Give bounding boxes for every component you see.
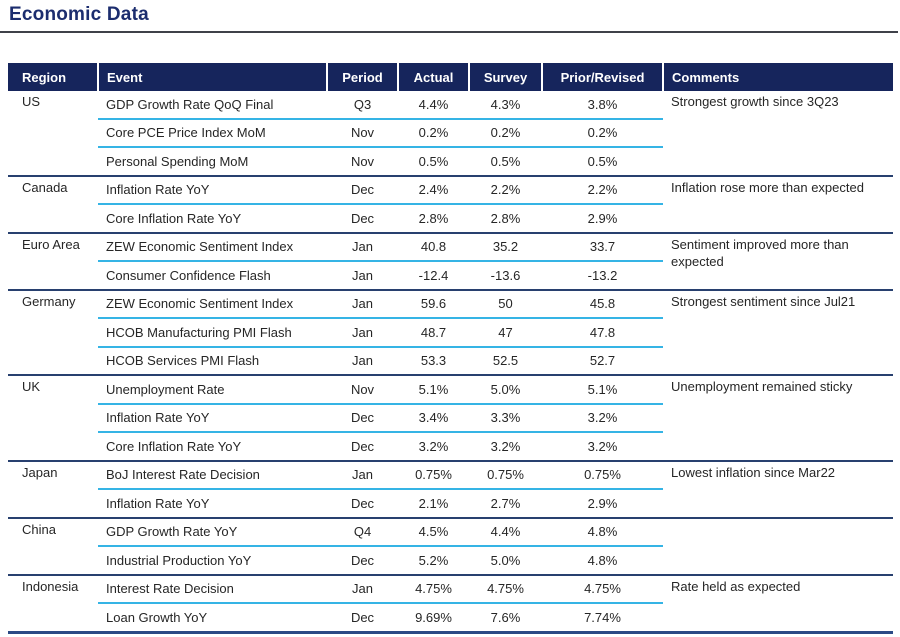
survey-cell: 4.75% bbox=[469, 575, 542, 604]
header-survey: Survey bbox=[469, 63, 542, 91]
region-label: Canada bbox=[8, 176, 98, 233]
comment-cell: Inflation rose more than expected bbox=[663, 176, 893, 233]
event-cell: ZEW Economic Sentiment Index bbox=[98, 233, 327, 262]
event-cell: ZEW Economic Sentiment Index bbox=[98, 290, 327, 319]
period-cell: Q3 bbox=[327, 91, 398, 119]
table-row bbox=[8, 290, 893, 319]
table-row bbox=[8, 91, 893, 119]
actual-cell: 3.2% bbox=[398, 432, 469, 461]
actual-cell: -12.4 bbox=[398, 261, 469, 290]
event-cell: Core PCE Price Index MoM bbox=[98, 119, 327, 148]
event-cell: Consumer Confidence Flash bbox=[98, 261, 327, 290]
header-prior-revised: Prior/Revised bbox=[542, 63, 663, 91]
event-cell: Industrial Production YoY bbox=[98, 546, 327, 575]
actual-cell: 53.3 bbox=[398, 347, 469, 376]
prior-revised-cell: 2.9% bbox=[542, 204, 663, 233]
event-cell: Inflation Rate YoY bbox=[98, 176, 327, 205]
event-cell: Inflation Rate YoY bbox=[98, 404, 327, 433]
event-cell: GDP Growth Rate QoQ Final bbox=[98, 91, 327, 119]
prior-revised-cell: 7.74% bbox=[542, 603, 663, 632]
period-cell: Dec bbox=[327, 603, 398, 632]
survey-cell: 0.2% bbox=[469, 119, 542, 148]
event-cell: HCOB Manufacturing PMI Flash bbox=[98, 318, 327, 347]
table-header-row bbox=[8, 63, 893, 91]
region-label: Germany bbox=[8, 290, 98, 376]
event-cell: Unemployment Rate bbox=[98, 375, 327, 404]
economic-data-table bbox=[8, 63, 893, 634]
event-cell: Core Inflation Rate YoY bbox=[98, 204, 327, 233]
prior-revised-cell: 52.7 bbox=[542, 347, 663, 376]
prior-revised-cell: 4.8% bbox=[542, 546, 663, 575]
period-cell: Jan bbox=[327, 347, 398, 376]
prior-revised-cell: 2.2% bbox=[542, 176, 663, 205]
survey-cell: -13.6 bbox=[469, 261, 542, 290]
period-cell: Jan bbox=[327, 290, 398, 319]
actual-cell: 0.2% bbox=[398, 119, 469, 148]
period-cell: Q4 bbox=[327, 518, 398, 547]
event-cell: Personal Spending MoM bbox=[98, 147, 327, 176]
survey-cell: 2.2% bbox=[469, 176, 542, 205]
actual-cell: 2.1% bbox=[398, 489, 469, 518]
actual-cell: 9.69% bbox=[398, 603, 469, 632]
region-label: Japan bbox=[8, 461, 98, 518]
period-cell: Jan bbox=[327, 318, 398, 347]
header-region: Region bbox=[8, 63, 98, 91]
table-row bbox=[8, 176, 893, 205]
header-actual: Actual bbox=[398, 63, 469, 91]
survey-cell: 2.7% bbox=[469, 489, 542, 518]
actual-cell: 5.2% bbox=[398, 546, 469, 575]
actual-cell: 4.5% bbox=[398, 518, 469, 547]
survey-cell: 52.5 bbox=[469, 347, 542, 376]
comment-cell: Strongest growth since 3Q23 bbox=[663, 91, 893, 176]
event-cell: BoJ Interest Rate Decision bbox=[98, 461, 327, 490]
period-cell: Dec bbox=[327, 432, 398, 461]
period-cell: Jan bbox=[327, 575, 398, 604]
comment-cell: Rate held as expected bbox=[663, 575, 893, 633]
prior-revised-cell: 4.75% bbox=[542, 575, 663, 604]
period-cell: Dec bbox=[327, 489, 398, 518]
event-cell: Loan Growth YoY bbox=[98, 603, 327, 632]
prior-revised-cell: 4.8% bbox=[542, 518, 663, 547]
prior-revised-cell: 3.8% bbox=[542, 91, 663, 119]
comment-cell: Strongest sentiment since Jul21 bbox=[663, 290, 893, 376]
prior-revised-cell: 45.8 bbox=[542, 290, 663, 319]
prior-revised-cell: 33.7 bbox=[542, 233, 663, 262]
period-cell: Dec bbox=[327, 546, 398, 575]
survey-cell: 0.5% bbox=[469, 147, 542, 176]
period-cell: Nov bbox=[327, 147, 398, 176]
prior-revised-cell: 0.5% bbox=[542, 147, 663, 176]
prior-revised-cell: 0.2% bbox=[542, 119, 663, 148]
title-underline-rule bbox=[0, 31, 898, 33]
actual-cell: 2.4% bbox=[398, 176, 469, 205]
actual-cell: 5.1% bbox=[398, 375, 469, 404]
period-cell: Jan bbox=[327, 233, 398, 262]
actual-cell: 48.7 bbox=[398, 318, 469, 347]
actual-cell: 59.6 bbox=[398, 290, 469, 319]
period-cell: Dec bbox=[327, 204, 398, 233]
survey-cell: 7.6% bbox=[469, 603, 542, 632]
table-row bbox=[8, 518, 893, 547]
prior-revised-cell: 2.9% bbox=[542, 489, 663, 518]
actual-cell: 4.75% bbox=[398, 575, 469, 604]
event-cell: Inflation Rate YoY bbox=[98, 489, 327, 518]
header-comments: Comments bbox=[663, 63, 893, 91]
actual-cell: 40.8 bbox=[398, 233, 469, 262]
header-event: Event bbox=[98, 63, 327, 91]
event-cell: Core Inflation Rate YoY bbox=[98, 432, 327, 461]
actual-cell: 2.8% bbox=[398, 204, 469, 233]
survey-cell: 4.3% bbox=[469, 91, 542, 119]
survey-cell: 50 bbox=[469, 290, 542, 319]
prior-revised-cell: 5.1% bbox=[542, 375, 663, 404]
actual-cell: 4.4% bbox=[398, 91, 469, 119]
event-cell: HCOB Services PMI Flash bbox=[98, 347, 327, 376]
survey-cell: 47 bbox=[469, 318, 542, 347]
actual-cell: 3.4% bbox=[398, 404, 469, 433]
actual-cell: 0.75% bbox=[398, 461, 469, 490]
survey-cell: 3.2% bbox=[469, 432, 542, 461]
region-label: UK bbox=[8, 375, 98, 461]
comment-cell: Unemployment remained sticky bbox=[663, 375, 893, 461]
table-body bbox=[8, 91, 893, 632]
prior-revised-cell: 0.75% bbox=[542, 461, 663, 490]
table-row bbox=[8, 375, 893, 404]
page-title: Economic Data bbox=[9, 4, 149, 25]
survey-cell: 3.3% bbox=[469, 404, 542, 433]
prior-revised-cell: 3.2% bbox=[542, 432, 663, 461]
survey-cell: 5.0% bbox=[469, 546, 542, 575]
event-cell: GDP Growth Rate YoY bbox=[98, 518, 327, 547]
table-row bbox=[8, 461, 893, 490]
survey-cell: 0.75% bbox=[469, 461, 542, 490]
region-label: Euro Area bbox=[8, 233, 98, 290]
region-label: US bbox=[8, 91, 98, 176]
comment-cell: Lowest inflation since Mar22 bbox=[663, 461, 893, 518]
region-label: Indonesia bbox=[8, 575, 98, 633]
prior-revised-cell: 47.8 bbox=[542, 318, 663, 347]
region-label: China bbox=[8, 518, 98, 575]
period-cell: Dec bbox=[327, 404, 398, 433]
survey-cell: 4.4% bbox=[469, 518, 542, 547]
survey-cell: 2.8% bbox=[469, 204, 542, 233]
comment-cell: Sentiment improved more than expected bbox=[663, 233, 893, 290]
header-period: Period bbox=[327, 63, 398, 91]
period-cell: Dec bbox=[327, 176, 398, 205]
prior-revised-cell: -13.2 bbox=[542, 261, 663, 290]
table-row bbox=[8, 233, 893, 262]
table-header bbox=[8, 63, 893, 91]
comment-cell bbox=[663, 518, 893, 575]
prior-revised-cell: 3.2% bbox=[542, 404, 663, 433]
period-cell: Jan bbox=[327, 261, 398, 290]
period-cell: Nov bbox=[327, 375, 398, 404]
actual-cell: 0.5% bbox=[398, 147, 469, 176]
survey-cell: 35.2 bbox=[469, 233, 542, 262]
period-cell: Nov bbox=[327, 119, 398, 148]
survey-cell: 5.0% bbox=[469, 375, 542, 404]
period-cell: Jan bbox=[327, 461, 398, 490]
table-row bbox=[8, 575, 893, 604]
event-cell: Interest Rate Decision bbox=[98, 575, 327, 604]
